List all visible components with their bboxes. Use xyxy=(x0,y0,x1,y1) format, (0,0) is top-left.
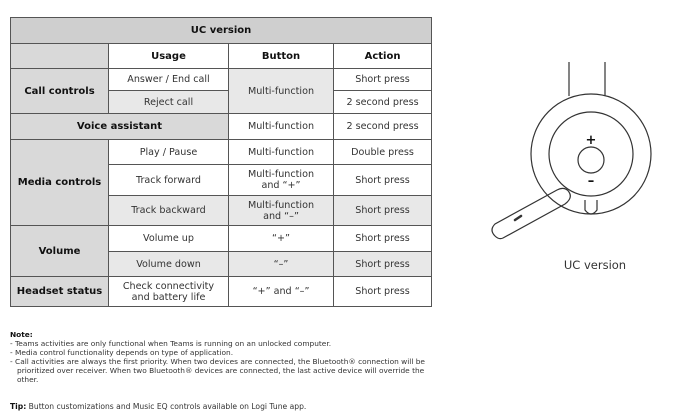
usage-play-pause: Play / Pause xyxy=(109,140,229,165)
group-call-controls: Call controls xyxy=(11,69,109,114)
group-voice-assistant: Voice assistant xyxy=(11,114,229,140)
action-reject: 2 second press xyxy=(334,91,432,114)
button-track-backward xyxy=(229,196,334,226)
usage-status-line1: Check connectivity xyxy=(122,280,215,292)
usage-track-forward: Track forward xyxy=(109,165,229,196)
button-track-backward-line1: Multi-function xyxy=(247,199,315,211)
usage-reject: Reject call xyxy=(109,91,229,114)
notes-list xyxy=(10,339,430,384)
multifunction-button-icon xyxy=(578,147,604,173)
header-button: Button xyxy=(229,44,334,69)
action-play-pause: Double press xyxy=(334,140,432,165)
button-status: “+” and “–” xyxy=(229,277,334,307)
usage-volume-down: Volume down xyxy=(109,252,229,277)
group-media-controls: Media controls xyxy=(11,140,109,226)
plus-label: + xyxy=(585,133,597,148)
button-track-forward-line1: Multi-function xyxy=(247,169,315,180)
notes-heading: Note: xyxy=(10,330,33,339)
tip-label: Tip: xyxy=(10,402,27,411)
action-volume-up: Short press xyxy=(334,226,432,252)
controls-table xyxy=(10,17,432,307)
group-headset-status: Headset status xyxy=(11,277,109,307)
action-voice: 2 second press xyxy=(334,114,432,140)
minus-label: – xyxy=(587,174,595,189)
group-volume: Volume xyxy=(11,226,109,277)
illustration-caption: UC version xyxy=(563,258,627,272)
header-action: Action xyxy=(334,44,432,69)
button-call: Multi-function xyxy=(229,69,334,114)
usage-track-backward: Track backward xyxy=(109,196,229,226)
button-play-pause: Multi-function xyxy=(229,140,334,165)
boom-hinge-icon xyxy=(585,200,597,214)
button-track-backward-line2: and “–” xyxy=(263,210,299,222)
action-track-forward: Short press xyxy=(334,165,432,196)
table-title: UC version xyxy=(11,18,432,44)
headset-drawing xyxy=(492,62,651,239)
tip-line xyxy=(10,402,306,411)
button-track-forward xyxy=(229,165,334,196)
usage-status-line2: and battery life xyxy=(131,291,206,303)
notes-section xyxy=(10,330,430,384)
note-item: - Call activities are always the first priority. When two devices are connected, the Bluetooth® connection will be prioritized over receiver. When two Bluetooth® devices are connected, the last active device will override the other. xyxy=(10,357,430,384)
usage-volume-up: Volume up xyxy=(109,226,229,252)
button-volume-down: “–” xyxy=(229,252,334,277)
usage-status xyxy=(109,277,229,307)
button-track-forward-line2: and “+” xyxy=(261,180,301,191)
headset-illustration xyxy=(465,58,665,258)
action-track-backward: Short press xyxy=(334,196,432,226)
button-voice: Multi-function xyxy=(229,114,334,140)
note-item: - Teams activities are only functional when Teams is running on an unlocked computer. xyxy=(10,339,430,348)
tip-text: Button customizations and Music EQ controls available on Logi Tune app. xyxy=(26,402,307,411)
header-usage: Usage xyxy=(109,44,229,69)
headband-icon xyxy=(569,62,605,96)
mic-boom-icon xyxy=(492,188,570,238)
note-item: - Media control functionality depends on type of application. xyxy=(10,348,430,357)
header-blank xyxy=(11,44,109,69)
button-volume-up: “+” xyxy=(229,226,334,252)
usage-answer-end: Answer / End call xyxy=(109,69,229,91)
controls-table-wrapper xyxy=(10,17,431,307)
action-volume-down: Short press xyxy=(334,252,432,277)
action-status: Short press xyxy=(334,277,432,307)
action-answer-end: Short press xyxy=(334,69,432,91)
